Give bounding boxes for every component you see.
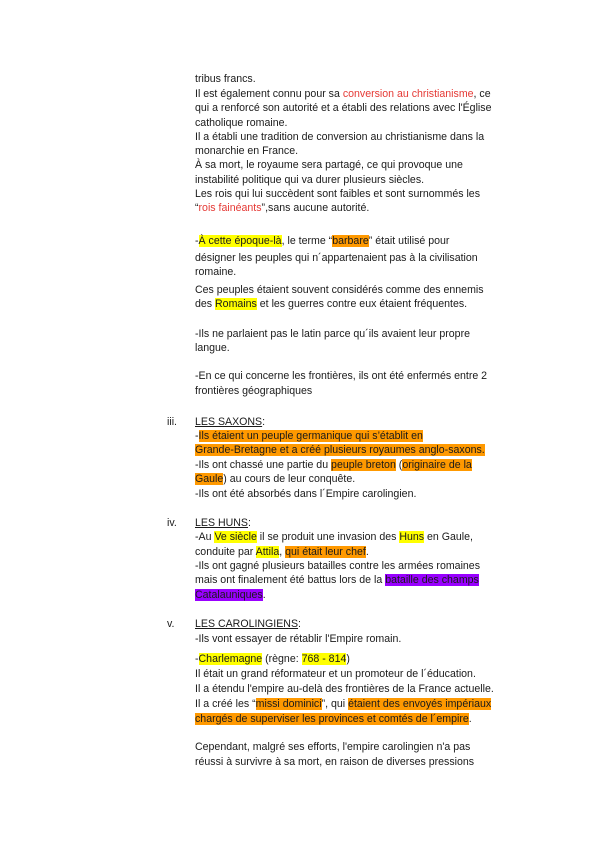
text: des	[195, 298, 216, 310]
text-line	[195, 588, 266, 602]
text: Cependant, malgré ses efforts, l'empire carolingien n'a pas	[195, 741, 471, 753]
highlight-orange: chargés de superviser les provinces et comtés de l´empire	[195, 713, 469, 725]
text-line	[195, 327, 470, 341]
text: , ce	[473, 88, 491, 100]
text: .	[468, 713, 472, 725]
highlight-yellow: Charlemagne	[198, 653, 263, 665]
text-line	[195, 384, 312, 398]
text: .	[262, 589, 266, 601]
text: Ces peuples étaient souvent considérés comme des ennemis	[195, 284, 484, 296]
text-line	[195, 472, 355, 486]
highlight-orange: étaient des envoyés impériaux	[348, 698, 492, 710]
text-line	[195, 632, 401, 646]
text-line	[195, 369, 487, 383]
text-line	[195, 667, 476, 681]
text-line	[195, 458, 472, 472]
red-text: conversion au christianisme	[342, 88, 474, 100]
text: monarchie en France.	[195, 145, 299, 157]
section-heading	[195, 415, 265, 429]
highlight-orange: Ils étaient un peuple germanique qui s’établit en	[198, 430, 423, 442]
text-line	[195, 429, 423, 443]
highlight-orange: qui était leur chef	[285, 546, 366, 558]
text: -Au	[195, 531, 215, 543]
text: conduite par	[195, 546, 256, 558]
text: Il a établi une tradition de conversion au christianisme dans la	[195, 131, 485, 143]
text: mais ont finalement été battus lors de la	[195, 574, 386, 586]
text-line	[195, 712, 472, 726]
text: frontières géographiques	[195, 385, 313, 397]
text: romaine.	[195, 266, 237, 278]
highlight-yellow: Attila	[255, 546, 280, 558]
text: et les guerres contre eux étaient fréquentes.	[256, 298, 468, 310]
text-line	[195, 545, 369, 559]
text-line	[195, 187, 480, 201]
text: instabilité politique qui va durer plusieurs siècles.	[195, 174, 425, 186]
text: :	[247, 517, 251, 529]
text: Les rois qui lui succèdent sont faibles et sont surnommés les	[195, 188, 480, 200]
text: -Ils ont été absorbés dans l´Empire carolingien.	[195, 488, 417, 500]
text: Il a étendu l'empire au-delà des frontières de la France actuelle.	[195, 683, 494, 695]
text-line	[195, 101, 491, 115]
section-numeral: v.	[167, 618, 175, 630]
highlight-yellow: 768 - 814	[301, 653, 347, 665]
text-line	[195, 158, 463, 172]
text: , le terme “	[281, 235, 333, 247]
text: -Ils ont gagné plusieurs batailles contre les armées romaines	[195, 560, 480, 572]
text-line	[195, 297, 467, 311]
text: :	[298, 618, 301, 630]
text: ” était utilisé pour	[368, 235, 450, 247]
text-line	[195, 443, 485, 457]
highlight-orange: barbare	[332, 235, 369, 247]
text-line	[195, 130, 484, 144]
text: (	[395, 459, 403, 471]
text: “	[195, 202, 199, 214]
highlight-yellow: À cette époque-là	[198, 235, 282, 247]
text: -	[195, 653, 199, 665]
text: :	[262, 416, 266, 428]
text: ”,sans aucune autorité.	[261, 202, 370, 214]
text: .	[365, 546, 369, 558]
section-heading	[195, 617, 301, 631]
text-line	[195, 487, 416, 501]
text: -Ils ont chassé une partie du	[195, 459, 332, 471]
text: (règne:	[262, 653, 302, 665]
text: -	[195, 430, 199, 442]
text-line	[195, 755, 474, 769]
section-heading	[195, 516, 251, 530]
text-line	[195, 652, 350, 666]
text-line	[195, 234, 449, 248]
section-title: LES SAXONS	[195, 416, 263, 428]
text-line	[195, 697, 491, 711]
text: en Gaule,	[424, 531, 473, 543]
highlight-purple: Catalauniques	[195, 589, 263, 601]
red-text: rois fainéants	[198, 202, 262, 214]
highlight-orange: originaire de la	[402, 459, 472, 471]
text-line	[195, 251, 478, 265]
highlight-yellow: Romains	[215, 298, 257, 310]
text-line	[195, 116, 287, 130]
text-line	[195, 201, 369, 215]
text: tribus francs.	[195, 73, 256, 85]
text: qui a renforcé son autorité et a établi des relations avec l'Église	[195, 102, 492, 114]
text-line	[195, 265, 236, 279]
text: Il est également connu pour sa	[195, 88, 343, 100]
text-line	[195, 283, 484, 297]
text-line	[195, 173, 424, 187]
text: réussi à survivre à sa mort, en raison de diverses pressions	[195, 756, 475, 768]
highlight-orange: peuple breton	[331, 459, 396, 471]
text-line	[195, 682, 494, 696]
text: -	[195, 235, 199, 247]
text: À sa mort, le royaume sera partagé, ce qui provoque une	[195, 159, 463, 171]
section-numeral: iv.	[167, 517, 177, 529]
text: langue.	[195, 342, 230, 354]
text-line	[195, 72, 256, 86]
highlight-orange: Gaule	[195, 473, 224, 485]
highlight-orange: Grande-Bretagne et a créé plusieurs royaumes anglo-saxons.	[195, 444, 485, 456]
text: Il a créé les “	[195, 698, 256, 710]
text: )	[346, 653, 350, 665]
text: il se produit une invasion des	[256, 531, 400, 543]
section-numeral: iii.	[167, 416, 178, 428]
text: ,	[279, 546, 286, 558]
section-title: LES HUNS	[195, 517, 248, 529]
highlight-purple: bataille des champs	[385, 574, 479, 586]
text: -Ils vont essayer de rétablir l'Empire romain.	[195, 633, 402, 645]
text-line	[195, 740, 470, 754]
text: -En ce qui concerne les frontières, ils ont été enfermés entre 2	[195, 370, 488, 382]
text-line	[195, 87, 491, 101]
text-line	[195, 530, 473, 544]
text: -Ils ne parlaient pas le latin parce qu´ils avaient leur propre	[195, 328, 470, 340]
text-line	[195, 341, 230, 355]
highlight-yellow: Ve siècle	[214, 531, 257, 543]
text-line	[195, 573, 479, 587]
text-line	[195, 559, 480, 573]
highlight-orange: missi dominici	[255, 698, 322, 710]
section-title: LES CAROLINGIENS	[195, 618, 299, 630]
text: ”, qui	[321, 698, 349, 710]
highlight-yellow: Huns	[399, 531, 425, 543]
text: Il était un grand réformateur et un promoteur de l´éducation.	[195, 668, 476, 680]
text: désigner les peuples qui n´appartenaient pas à la civilisation	[195, 252, 478, 264]
text-line	[195, 144, 298, 158]
text: ) au cours de leur conquête.	[223, 473, 356, 485]
text: catholique romaine.	[195, 117, 288, 129]
